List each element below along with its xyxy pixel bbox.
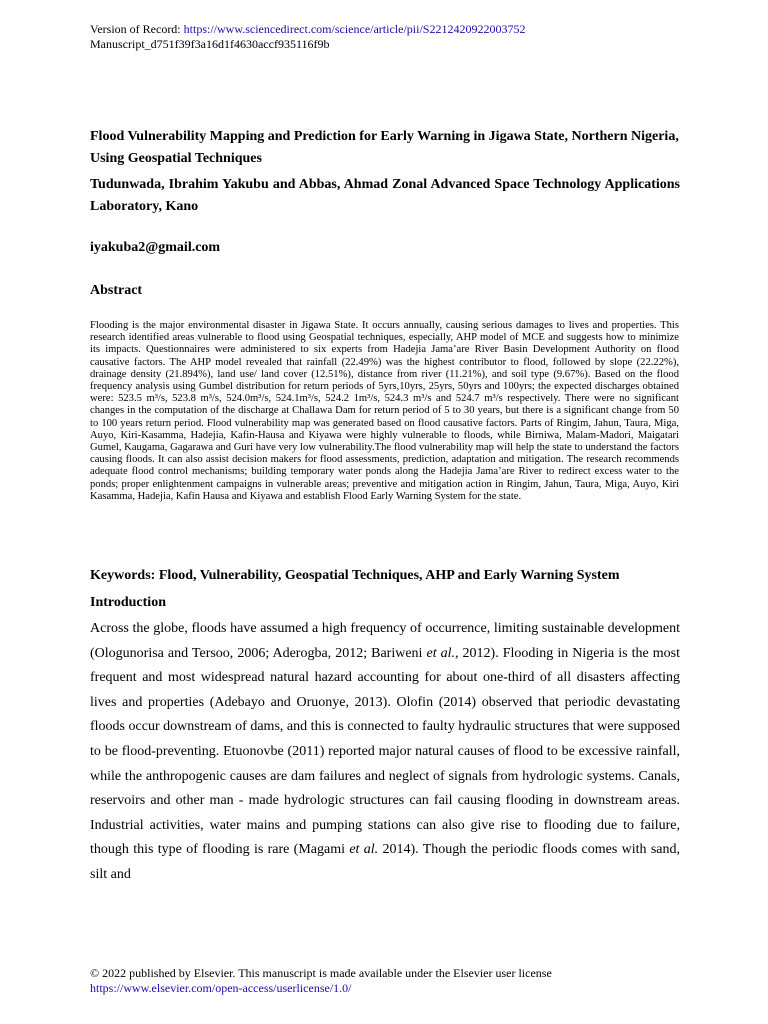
license-notice: © 2022 published by Elsevier. This manuscript is made available under the Elsevier user license <box>90 966 552 980</box>
intro-italic-etal-2: et al. <box>349 842 379 858</box>
version-of-record-link[interactable]: https://www.sciencedirect.com/science/article/pii/S2212420922003752 <box>183 22 526 36</box>
page-header <box>90 22 525 52</box>
introduction-paragraph <box>90 617 680 888</box>
intro-italic-etal-1: et al., <box>426 645 459 661</box>
version-of-record-label: Version of Record: <box>90 22 184 36</box>
keywords-line: Keywords: Flood, Vulnerability, Geospatial Techniques, AHP and Early Warning System <box>90 568 620 583</box>
introduction-heading: Introduction <box>90 595 166 610</box>
intro-text-part-3: 2014). Though the periodic floods comes with sand, silt and <box>90 842 680 882</box>
manuscript-id: Manuscript_d751f39f3a16d1f4630accf935116f9b <box>90 37 330 51</box>
abstract-text: Flooding is the major environmental disaster in Jigawa State. It occurs annually, causing serious damages to lives and properties. This research identified areas vulnerable to flood using Geospatial techniques, especially, AHP model of MCE and suggests how to minimize its impacts. Questionnaires were administered to six experts from Hadejia Jama’are River Basin Development Authority on flood causative factors. The AHP model revealed that rainfall (22.49%) was the highest contributor to flood, followed by slope (22.22%), drainage density (21.894%), land use/ land cover (12.51%), distance from river (11.21%), and soil type (9.67%). Based on the flood frequency analysis using Gumbel distribution for return periods of 5yrs,10yrs, 25yrs, 50yrs and 100yrs; the expected discharges obtained were: 523.5 m³/s, 523.8 m³/s, 524.0m³/s, 524.1m³/s, 524.2 1m³/s, 524.3 m³/s and 524.7 m³/s respectively. There were no significant changes in the computation of the discharge at Challawa Dam for return period of 5 to 30 years, but there is a significant change from 50 to 100 years return period. Flood vulnerability map was generated based on flood causative factors. Parts of Ringim, Jahun, Taura, Miga, Auyo, Kiri-Kasamma, Hadejia, Kafin-Hausa and Kiyawa were highly vulnerable to floods, while Birniwa, Malam-Madori, Maigatari Gumel, Kaugama, Gagarawa and Guri have very low vulnerability.The flood vulnerability map will help the state to understand the factors causing floods. It can also assist decision makers for flood assessments, prediction, adaptation and mitigation. The research recommends adequate flood control mechanisms; building temporary water ponds along the Hadejia Jama’are River to redirect excess water to the ponds; proper enlightenment campaigns in vulnerable areas; preventive and mitigation action in Ringim, Jahun, Taura, Miga, Auyo, Kiri Kasamma, Hadejia, Kafin Hausa and Kiyawa and establish Flood Early Warning System for the state. <box>90 320 679 502</box>
intro-text-part-2: 2012). Flooding in Nigeria is the most frequent and most widespread natural hazard accounting for about one-third of all disasters affecting lives and properties (Adebayo and Oruonye, 2013). Olofin (2014) observed that periodic devastating floods occur downstream of dams, and this is connected to faulty hydraulic structures that were supposed to be flood-preventing. Etuonovbe (2011) reported major natural causes of flood to be excessive rainfall, while the anthropogenic causes are dam failures and neglect of signals from hydrologic systems. Canals, reservoirs and other man - made hydrologic structures can fail causing flooding in downstream areas. Industrial activities, water mains and pumping stations can also give rise to flooding due to failure, though this type of flooding is rare (Magami <box>90 645 680 858</box>
intro-text-part-1: Across the globe, floods have assumed a high frequency of occurrence, limiting sustainable development (Ologunorisa and Tersoo, 2006; Aderogba, 2012; Bariweni <box>90 621 680 661</box>
license-link[interactable]: https://www.elsevier.com/open-access/userlicense/1.0/ <box>90 981 352 995</box>
abstract-heading: Abstract <box>90 283 143 298</box>
author-email: iyakuba2@gmail.com <box>90 240 221 255</box>
paper-title: Flood Vulnerability Mapping and Prediction for Early Warning in Jigawa State, Northern Nigeria, Using Geospatial Techniques <box>90 129 679 166</box>
paper-authors: Tudunwada, Ibrahim Yakubu and Abbas, Ahmad Zonal Advanced Space Technology Applications Laboratory, Kano <box>90 177 680 214</box>
version-of-record-line <box>90 22 525 37</box>
page-footer <box>90 966 552 996</box>
